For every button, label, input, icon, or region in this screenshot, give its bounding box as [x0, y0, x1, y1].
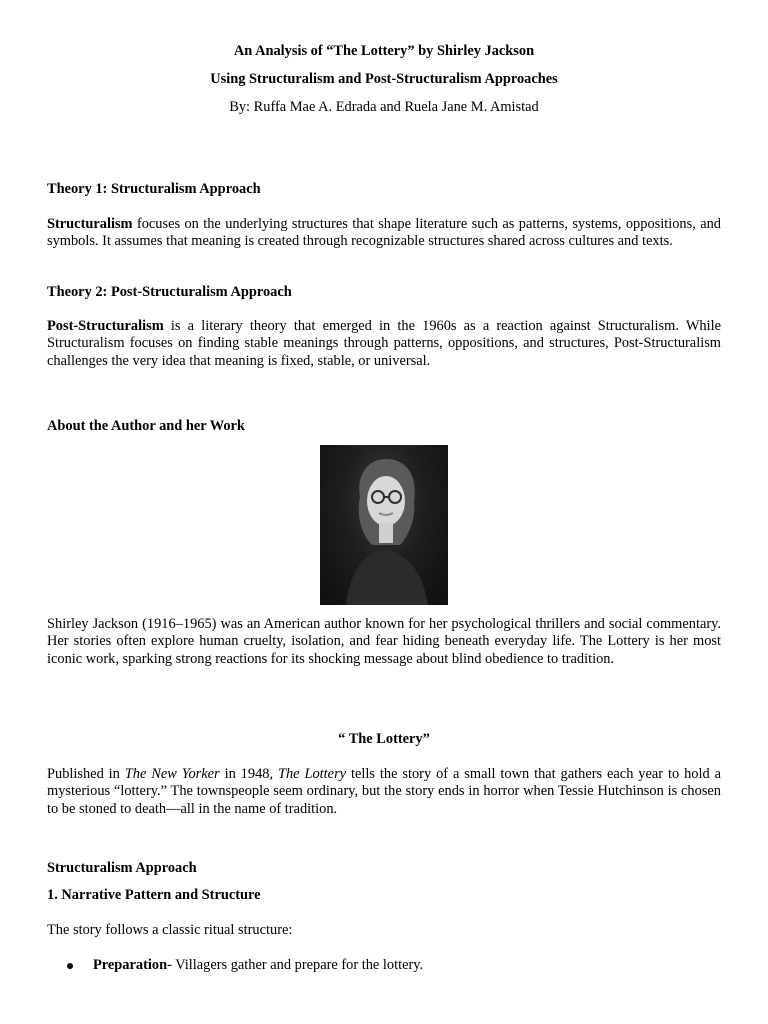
theory2-paragraph — [47, 318, 721, 370]
theory1-heading: Theory 1: Structuralism Approach — [47, 181, 261, 197]
structuralism-heading: Structuralism Approach — [47, 860, 197, 876]
author-photo — [320, 445, 448, 605]
theory2-body: is a literary theory that emerged in the 1960s as a reaction against Structuralism. While Structuralism focuses on finding stable meanings through patterns, oppositions, and structures, Post-Structuralism challenges the very idea that meaning is fixed, stable, or universal. — [47, 318, 721, 369]
document-title: An Analysis of “The Lottery” by Shirley Jackson — [233, 43, 535, 59]
lottery-heading: “ The Lottery” — [338, 731, 430, 747]
author-paragraph: Shirley Jackson (1916–1965) was an American author known for her psychological thrillers and social commentary. Her stories often explore human cruelty, isolation, and fear hiding beneath everyday life. The Lottery is her most iconic work, sparking strong reactions for its shocking message about blind obedience to tradition. — [47, 616, 721, 667]
bullet-icon — [67, 963, 73, 969]
theory1-term: Structuralism — [47, 216, 133, 232]
list-item — [93, 957, 721, 974]
magazine-title: The New Yorker — [124, 766, 220, 782]
lottery-text-3: tells the story of a small town that gathers each year to hold a mysterious “lottery.” The townspeople seem ordinary, but the story ends in horror when Tessie Hutchinson is chosen to be stoned to death—all in the name of tradition. — [47, 766, 721, 817]
theory1-body: focuses on the underlying structures that shape literature such as patterns, systems, oppositions, and symbols. It assumes that meaning is created through recognizable structures shared across cultures and texts. — [47, 216, 721, 250]
narrative-subheading: 1. Narrative Pattern and Structure — [47, 887, 261, 903]
lottery-text-2: in 1948, — [219, 766, 278, 782]
list-item-text: - Villagers gather and prepare for the lottery. — [167, 957, 424, 973]
theory1-paragraph — [47, 216, 721, 251]
author-heading: About the Author and her Work — [47, 418, 245, 434]
theory2-term: Post-Structuralism — [47, 318, 164, 334]
document-subtitle: Using Structuralism and Post-Structuralism Approaches — [210, 71, 558, 87]
lottery-text-1: Published in — [47, 766, 125, 782]
story-title: The Lottery — [277, 766, 347, 782]
structure-intro: The story follows a classic ritual structure: — [47, 922, 293, 938]
lottery-paragraph — [47, 766, 721, 818]
portrait-image-icon — [320, 445, 448, 605]
theory2-heading: Theory 2: Post-Structuralism Approach — [47, 284, 292, 300]
list-item-term: Preparation — [93, 957, 168, 973]
document-authors: By: Ruffa Mae A. Edrada and Ruela Jane M. Amistad — [229, 99, 539, 115]
